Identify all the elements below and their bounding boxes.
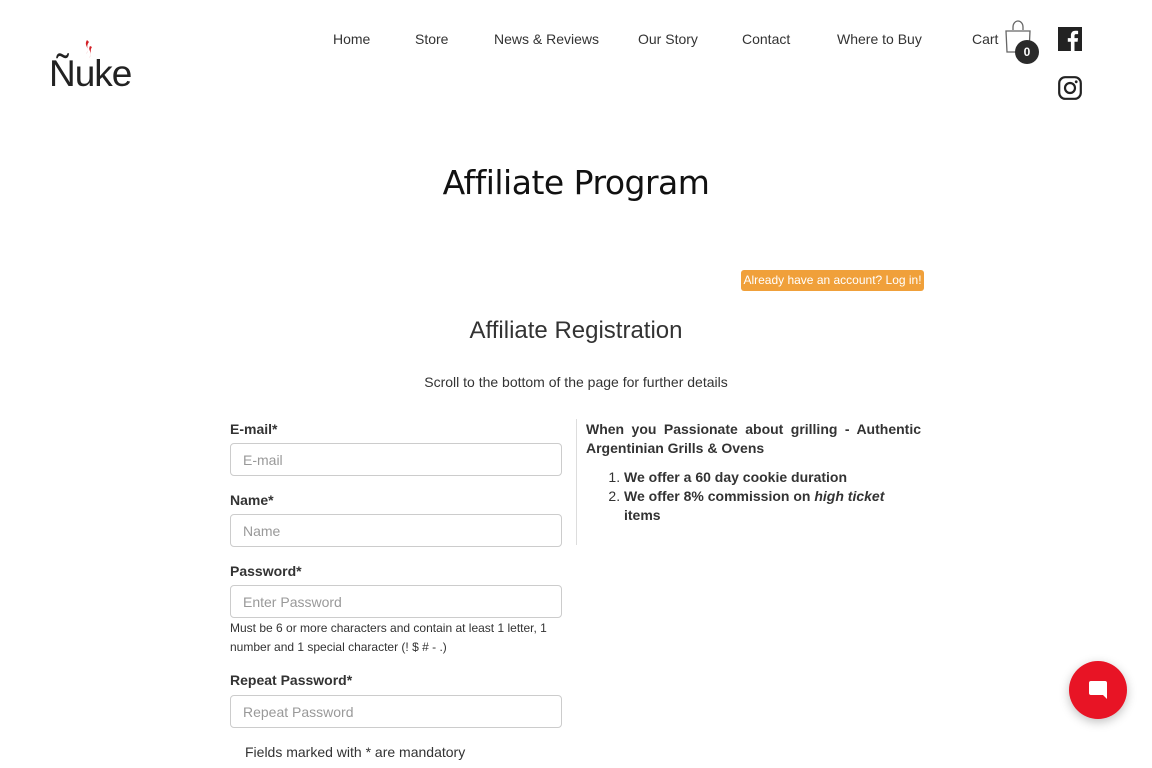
benefit-emphasis: high ticket: [814, 488, 885, 504]
facebook-icon[interactable]: [1058, 27, 1082, 51]
benefit-text: We offer a 60 day cookie duration: [624, 469, 848, 485]
column-divider: [576, 419, 577, 545]
password-label: Password*: [230, 563, 302, 579]
mandatory-note: Fields marked with * are mandatory: [245, 744, 466, 760]
name-label: Name*: [230, 492, 274, 508]
cart-count-badge: 0: [1015, 40, 1039, 64]
password-help-text: Must be 6 or more characters and contain at least 1 letter, 1 number and 1 special character (! $ # - .): [230, 621, 547, 654]
nav-item-home[interactable]: Home: [333, 31, 371, 47]
email-field[interactable]: [230, 443, 562, 476]
nuke-logo-mark: [49, 38, 135, 88]
benefit-text-prefix: We offer 8% commission on: [624, 488, 815, 504]
nav-item-contact[interactable]: Contact: [742, 31, 791, 47]
cart-link[interactable]: [972, 19, 1042, 63]
nuke-logo[interactable]: [49, 38, 135, 88]
list-item: [624, 487, 921, 525]
chat-button[interactable]: [1069, 661, 1127, 719]
nav-item-news-reviews[interactable]: News & Reviews: [494, 31, 600, 47]
cart-label: Cart: [972, 31, 999, 47]
nav-item-where-to-buy[interactable]: Where to Buy: [837, 31, 922, 47]
password-field[interactable]: [230, 585, 562, 618]
logo-text: Ñuke: [49, 53, 132, 88]
chat-icon: [1088, 680, 1108, 700]
name-field[interactable]: [230, 514, 562, 547]
registration-subtitle: Scroll to the bottom of the page for further details: [424, 374, 728, 390]
repeat-password-field[interactable]: [230, 695, 562, 728]
repeat-password-label: Repeat Password*: [230, 672, 353, 688]
page-title: Affiliate Program: [442, 163, 710, 202]
registration-title: Affiliate Registration: [469, 317, 683, 344]
nav-item-store[interactable]: Store: [415, 31, 449, 47]
list-item: [624, 468, 921, 487]
nav-item-our-story[interactable]: Our Story: [638, 31, 698, 47]
email-label: E-mail*: [230, 421, 278, 437]
instagram-icon[interactable]: [1058, 76, 1082, 100]
info-heading: When you Passionate about grilling - Authentic Argentinian Grills & Ovens: [586, 421, 921, 456]
benefit-text-suffix: items: [624, 507, 661, 523]
benefits-list: [586, 468, 921, 525]
affiliate-info: [586, 420, 921, 525]
login-link[interactable]: Already have an account? Log in!: [741, 270, 924, 291]
